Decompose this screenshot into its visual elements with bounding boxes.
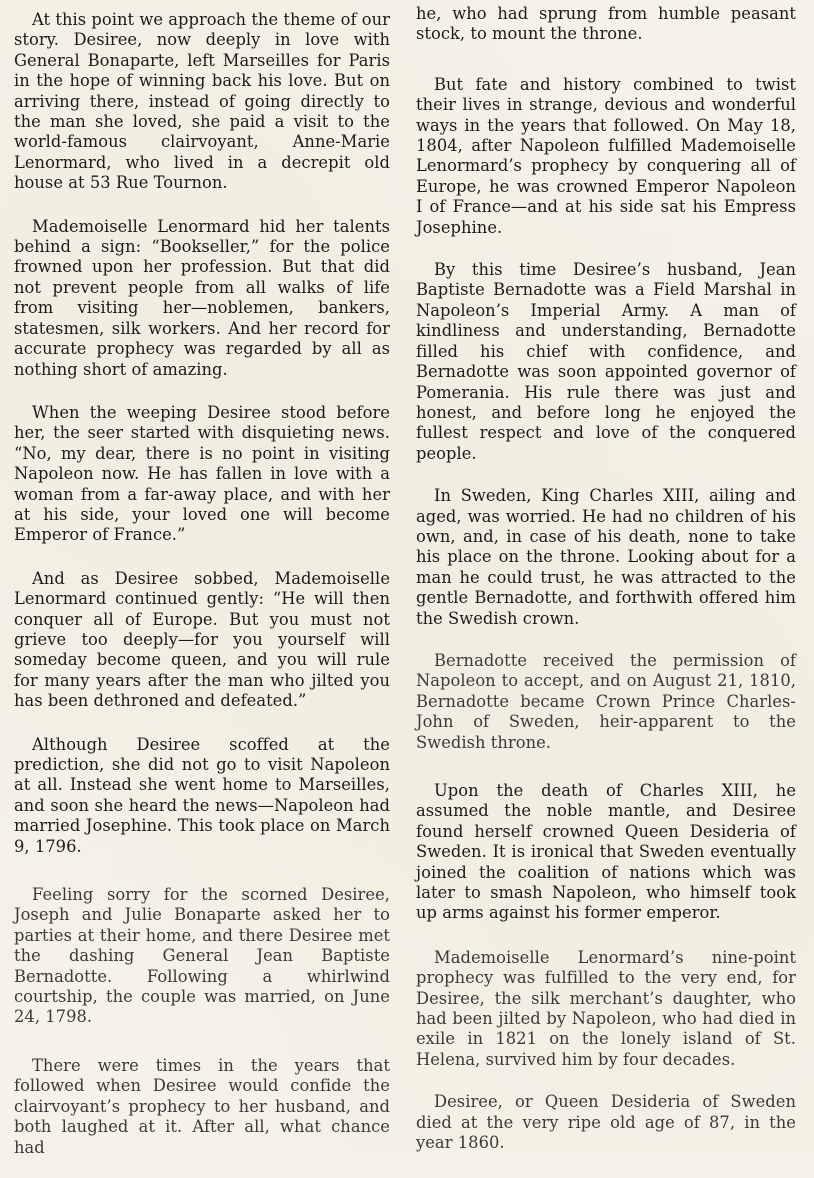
left-column <box>14 10 390 1178</box>
paragraph: In Sweden, King Charles XIII, ailing and aged, was worried. He had no children of his own, and, in case of his death, none to take his place on the throne. Looking about for a man he could trust, he was attracted to the gentle Bernadotte, and forthwith offered him the Swedish crown. <box>416 486 796 628</box>
paragraph: he, who had sprung from humble peasant stock, to mount the throne. <box>416 4 796 44</box>
paragraph: Desiree, or Queen Desideria of Sweden died at the very ripe old age of 87, in the year 1860. <box>416 1092 796 1153</box>
right-column <box>416 4 796 1174</box>
paragraph: Bernadotte received the permission of Napoleon to accept, and on August 21, 1810, Bernadotte became Crown Prince Charles-John of Sweden, heir-apparent to the Swedish throne. <box>416 650 796 752</box>
paragraph: At this point we approach the theme of our story. Desiree, now deeply in love with General Bonaparte, left Marseilles for Paris in the hope of winning back his love. But on arriving there, instead of going directly to the man she loved, she paid a visit to the world-famous clairvoyant, Anne-Marie Lenormard, who lived in a decrepit old house at 53 Rue Tournon. <box>14 10 390 193</box>
paragraph: By this time Desiree’s husband, Jean Baptiste Bernadotte was a Field Marshal in Napoleon’s Imperial Army. A man of kindliness and understanding, Bernadotte filled his chief with confidence, and Bernadotte was soon appointed governor of Pomerania. His rule there was just and honest, and before long he enjoyed the fullest respect and love of the conquered people. <box>416 260 796 463</box>
paragraph: Although Desiree scoffed at the prediction, she did not go to visit Napoleon at all. Instead she went home to Marseilles, and soon she heard the news—Napoleon had married Josephine. This took place on March 9, 1796. <box>14 734 390 856</box>
paragraph: Feeling sorry for the scorned Desiree, Joseph and Julie Bonaparte asked her to parties at their home, and there Desiree met the dashing General Jean Baptiste Bernadotte. Following a whirlwind courtship, the couple was married, on June 24, 1798. <box>14 885 390 1027</box>
paragraph: And as Desiree sobbed, Mademoiselle Lenormard continued gently: “He will then conquer all of Europe. But you must not grieve too deeply—for you yourself will someday become queen, and you will rule for many years after the man who jilted you has been dethroned and defeated.” <box>14 568 390 711</box>
paragraph: When the weeping Desiree stood before her, the seer started with disquieting news. “No, my dear, there is no point in visiting Napoleon now. He has fallen in love with a woman from a far-away place, and with her at his side, your loved one will become Emperor of France.” <box>14 402 390 545</box>
paragraph: There were times in the years that followed when Desiree would confide the clairvoyant’s prophecy to her husband, and both laughed at it. After all, what chance had <box>14 1055 390 1157</box>
paragraph: Mademoiselle Lenormard hid her talents behind a sign: “Bookseller,” for the police frowned upon her profession. But that did not prevent people from all walks of life from visiting her—noblemen, bankers, statesmen, silk workers. And her record for accurate prophecy was regarded by all as nothing short of amazing. <box>14 216 390 379</box>
paragraph: Upon the death of Charles XIII, he assumed the noble mantle, and Desiree found herself crowned Queen Desideria of Sweden. It is ironical that Sweden eventually joined the coalition of nations which was later to smash Napoleon, who himself took up arms against his former emperor. <box>416 781 796 923</box>
paragraph: But fate and history combined to twist their lives in strange, devious and wonderful ways in the years that followed. On May 18, 1804, after Napoleon fulfilled Mademoiselle Lenormard’s prophecy by conquering all of Europe, he was crowned Emperor Napoleon I of France—and at his side sat his Empress Josephine. <box>416 74 796 237</box>
paragraph: Mademoiselle Lenormard’s nine-point prophecy was fulfilled to the very end, for Desiree, the silk merchant’s daughter, who had been jilted by Napoleon, who had died in exile in 1821 on the lonely island of St. Helena, survived him by four decades. <box>416 947 796 1069</box>
